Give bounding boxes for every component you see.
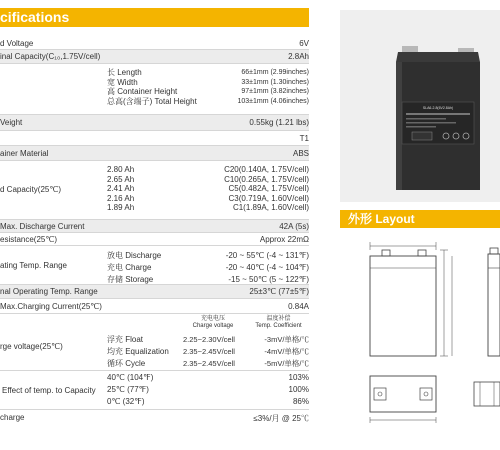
temp-mode: 充电 Charge <box>107 263 152 272</box>
capacity-rate: C5(0.482A, 1.75V/cell) <box>228 184 309 193</box>
spec-value: 25±3℃ (77±5℉) <box>249 287 309 296</box>
top-outline <box>370 376 436 412</box>
label-line <box>406 118 446 120</box>
dimension-label: 总高(含端子) Total Height <box>107 96 197 106</box>
spec-value: ≤3%/月 @ 25℃ <box>253 414 309 423</box>
dimension-value: 33±1mm (1.30inches) <box>241 78 309 86</box>
label-line <box>406 113 470 115</box>
spec-value: 6V <box>299 39 309 48</box>
dimension-value: 103±1mm (4.06inches) <box>237 97 309 105</box>
spec-row-dimensions <box>0 64 309 115</box>
spec-value: T1 <box>299 134 309 143</box>
top-view-drawing <box>370 376 500 423</box>
spec-row-operating-temp <box>0 246 309 285</box>
spec-value: 0.55kg (1.21 lbs) <box>249 118 309 127</box>
spec-row-container-material <box>0 146 309 161</box>
spec-label: charge <box>0 413 25 422</box>
dimension-label: 长 Length <box>107 68 142 77</box>
side-view-drawing <box>488 248 500 356</box>
charge-voltage-value: 2.25~2.30V/cell <box>183 335 235 344</box>
spec-row-nominal-temp <box>0 285 309 299</box>
spec-label: Effect of temp. to Capacity <box>2 386 96 395</box>
spec-row-max-discharge <box>0 220 309 233</box>
capacity-value: 2.65 Ah <box>107 174 135 184</box>
spec-label: d Voltage <box>0 39 34 48</box>
temp-range: -20 ~ 55℃ (-4 ~ 131℉) <box>225 251 309 260</box>
temp-coefficient-value: -5mV/单格/℃ <box>264 359 309 368</box>
spec-row-charge-voltage <box>0 314 309 371</box>
temp-coefficient-value: -3mV/单格/℃ <box>264 335 309 344</box>
temp-mode: 放电 Discharge <box>107 251 162 260</box>
terminal-outline <box>418 250 426 256</box>
terminal-outline <box>382 250 390 256</box>
charge-voltage-header: 充电电压 Charge voltage <box>192 316 234 329</box>
spec-row-weight <box>0 115 309 131</box>
temp-coefficient-value: -4mV/单格/℃ <box>264 347 309 356</box>
spec-value: 2.8Ah <box>288 52 309 61</box>
spec-row-max-charging <box>0 299 309 314</box>
charge-mode: 浮充 Float <box>107 335 144 344</box>
temp-mode: 存储 Storage <box>107 275 154 284</box>
charge-mode: 均充 Equalization <box>107 347 169 356</box>
charge-voltage-value: 2.35~2.45V/cell <box>183 347 235 356</box>
capacity-rate: C10(0.265A, 1.75V/cell) <box>224 174 309 184</box>
dimension-label: 高 Container Height <box>107 87 178 96</box>
capacity-value: 2.80 Ah <box>107 165 135 174</box>
spec-label: Veight <box>0 118 23 127</box>
charge-mode: 循环 Cycle <box>107 359 146 368</box>
battery-top <box>396 52 480 62</box>
capacity-percent: 103% <box>288 373 309 382</box>
spec-row-temp-effect <box>0 371 309 410</box>
capacity-value: 1.89 Ah <box>107 203 135 212</box>
spec-label: inal Capacity(C₁₀,1.75V/cell) <box>0 52 101 61</box>
capacity-percent: 86% <box>292 397 309 406</box>
layout-header: 外形 Layout <box>340 210 500 228</box>
charge-voltage-value: 2.35~2.45V/cell <box>183 359 235 368</box>
spec-label: ainer Material <box>0 149 49 158</box>
capacity-percent: 100% <box>288 385 309 394</box>
temp-point: 25℃ (77℉) <box>107 385 149 394</box>
spec-row-rated-capacity <box>0 161 309 220</box>
warning-box <box>412 132 432 140</box>
spec-value: Approx 22mΩ <box>259 235 309 244</box>
capacity-rate: C20(0.140A, 1.75V/cell) <box>224 165 309 174</box>
temp-range: -15 ~ 50℃ (5 ~ 122℉) <box>228 275 309 284</box>
spec-label: d Capacity(25℃) <box>0 185 62 194</box>
temp-point: 0℃ (32℉) <box>107 397 145 406</box>
side-outline <box>488 254 500 356</box>
dimension-value: 97±1mm (3.82inches) <box>241 88 309 95</box>
spec-row-self-discharge <box>0 410 309 424</box>
layout-drawing <box>340 232 500 450</box>
spec-row-internal-resistance <box>0 233 309 246</box>
spec-row-terminal <box>0 131 309 146</box>
dimension-label: 宽 Width <box>107 77 138 87</box>
spec-label: nal Operating Temp. Range <box>0 287 98 296</box>
temp-range: -20 ~ 40℃ (-4 ~ 104℉) <box>225 263 309 272</box>
battery-model-text: SLA6-2.8(6V2.8Ah) <box>422 106 454 110</box>
label-line <box>406 126 436 128</box>
front-view-drawing <box>370 242 452 356</box>
spec-table <box>0 37 309 424</box>
spec-label: rge voltage(25℃) <box>0 342 63 351</box>
battery-photo <box>340 10 500 202</box>
spec-label: Max.Charging Current(25℃) <box>0 302 102 311</box>
capacity-value: 2.16 Ah <box>107 193 135 203</box>
battery-edge <box>396 62 402 190</box>
label-line <box>406 122 456 124</box>
spec-row-voltage <box>0 37 309 50</box>
capacity-value: 2.41 Ah <box>107 184 135 193</box>
specifications-header: cifications <box>0 8 309 27</box>
front-outline <box>370 256 436 356</box>
spec-value: 0.84A <box>288 302 309 311</box>
capacity-rate: C1(1.89A, 1.60V/cell) <box>232 203 309 212</box>
spec-value: ABS <box>292 149 309 158</box>
spec-label: ating Temp. Range <box>0 261 68 270</box>
temp-point: 40℃ (104℉) <box>107 373 154 382</box>
battery-image <box>340 10 500 202</box>
dimension-value: 66±1mm (2.99inches) <box>241 69 309 76</box>
spec-label: Max. Discharge Current <box>0 222 85 231</box>
spec-row-capacity <box>0 50 309 64</box>
capacity-rate: C3(0.719A, 1.60V/cell) <box>228 193 309 203</box>
temp-coefficient-header: 温度补偿 Temp. Coefficient <box>255 316 302 329</box>
spec-value: 42A (5s) <box>279 222 309 231</box>
spec-label: esistance(25℃) <box>0 235 58 244</box>
